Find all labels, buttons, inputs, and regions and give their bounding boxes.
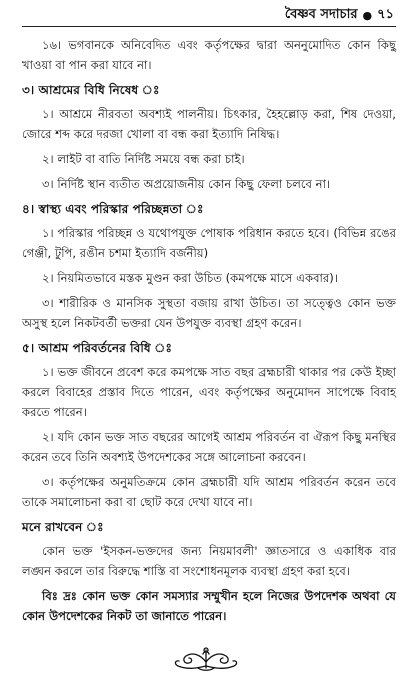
remember-paragraph: কোন ভক্ত 'ইসকন-ভক্তদের জন্য নিয়মাবলী' জ্ঞাতসারে ও একাধিক বার লঙ্ঘন করলে তার বিরুদ্ধে শাস্তি বা সংশোধনমূলক ব্যবস্থা গ্রহণ করা হবে।	[22, 544, 396, 578]
note-paragraph: বিঃ দ্রঃ কোন ভক্ত কোন সমস্যার সম্মুখীন হলে নিজের উপদেশক অথবা যে কোন উপদেশকের নিকট তা জানাতে পারেন।	[22, 589, 396, 623]
ashram-rule-2: ২। লাইট বা বাতি নির্দিষ্ট সময়ে বন্ধ করা চাই।	[42, 152, 245, 166]
header-bullet: ●	[362, 8, 373, 22]
document-page	[22, 6, 396, 626]
ashram-rule-3: ৩। নির্দিষ্ট স্থান ব্যতীত অপ্রয়োজনীয় কোন কিছু ফেলা চলবে না।	[42, 177, 331, 191]
running-title: বৈষ্ণব সদাচার	[284, 6, 358, 22]
section-heading-ashram-rules: ৩। আশ্রমের বিধি নিষেধ ঃ	[22, 83, 160, 97]
section-heading-remember: মনে রাখবেন ঃ	[22, 520, 104, 534]
health-rule-1: ১। পরিস্কার পরিচ্ছন্ন ও যথোপযুক্ত পোষাক পরিধান করতে হবে। (বিভিন্ন রঙের গেঞ্জী, টুপি, রঙীন চশমা ইত্যাদি বর্জনীয়)	[22, 226, 396, 260]
section-heading-health: ৪। স্বাস্থ্য এবং পরিস্কার পরিচ্ছন্নতা ঃ	[22, 202, 204, 216]
section-heading-ashram-change: ৫। আশ্রম পরিবর্তনের বিধি ঃ	[22, 341, 172, 355]
ashram-change-rule-2: ২। যদি কোন ভক্ত সাত বছরের আগেই আশ্রম পরিবর্তন বা ঐরূপ কিছু মনস্থির করেন তবে তিনি অবশ্যই উপদেশকের সঙ্গে আলোচনা করবেন।	[22, 430, 396, 464]
floral-ornament-icon	[170, 646, 242, 672]
page-number: ৭১	[377, 6, 394, 22]
health-rule-2: ২। নিয়মিতভাবে মস্তক মুণ্ডন করা উচিত (কমপক্ষে মাসে একবার)।	[42, 271, 338, 285]
ashram-change-rule-3: ৩। কর্তৃপক্ষের অনুমতিক্রমে কোন ব্রহ্মচারী যদি আশ্রম পরিবর্তন করেন তবে তাকে সমালোচনা করা বা ছোট করে দেখা যাবে না।	[22, 475, 396, 509]
body-text	[22, 35, 396, 626]
header-rule	[22, 26, 396, 27]
rule-item-16: ১৬। ভগবানকে অনিবেদিত এবং কর্তৃপক্ষের দ্বারা অননুমোদিত কোন কিছু খাওয়া বা পান করা যাবে না।	[22, 38, 396, 72]
ashram-change-rule-1: ১। ভক্ত জীবনে প্রবেশ করে কমপক্ষে সাত বছর ব্রহ্মচারী থাকার পর কেউ ইচ্ছা করলে বিবাহের প্রস্তাব দিতে পারেন, এবং কর্তৃপক্ষের অনুমোদন সাপেক্ষে বিবাহ করতে পারেন।	[22, 365, 396, 419]
ashram-rule-1: ১। আশ্রমে নীরবতা অবশ্যই পালনীয়। চিৎকার, হৈহল্লোড় করা, শিষ দেওয়া, জোরে শব্দ করে দরজা খোলা বা বন্ধ করা ইত্যাদি নিষিদ্ধ।	[22, 107, 396, 141]
running-header	[22, 6, 396, 24]
health-rule-3: ৩। শারীরিক ও মানসিক সুস্থতা বজায় রাখা উচিত। তা সত্ত্বেও কোন ভক্ত অসুস্থ হলে নিকটবর্তী ভক্তরা যেন উপযুক্ত ব্যবস্থা গ্রহণ করেন।	[22, 296, 396, 330]
